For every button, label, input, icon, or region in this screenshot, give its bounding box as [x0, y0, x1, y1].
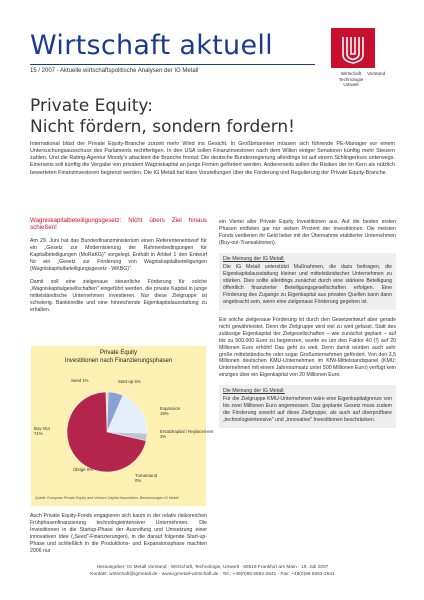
- opinion-box-text: Die IG Metall unterstützt Maßnahmen, die dazu beitragen, die Eigenkapitalausstattung kleiner und mittelständischer Unternehmen zu stärken. Dies sollte allerdings zunächst durch eine stärkere Beteiligung öffentlich finanzierter Beteiligungsgesellschaften erfolgen. Eine Förderung des Zugangs zu Eigenkapital aus privaten Quellen kann dann angebracht sein, wenn eine zielgenaue Förderung gegeben ist.: [223, 263, 392, 305]
- opinion-box-heading: Die Meinung der IG Metall:: [223, 388, 285, 395]
- opinion-box-heading: Die Meinung der IG Metall:: [223, 255, 285, 262]
- chart-source: Quelle: European Private Equity and Venture Capital Association, Berechnungen IG Metall: [35, 496, 179, 500]
- masthead-title: Wirtschaft aktuell: [30, 30, 273, 61]
- pie-label-line: Ersatzkapital / Replacement: [160, 429, 214, 434]
- headline: [30, 96, 295, 139]
- ig-metall-logo-icon: [331, 28, 375, 68]
- footer: [30, 564, 395, 578]
- pie-label-line: 19%: [160, 411, 169, 417]
- pie-label: [71, 378, 88, 383]
- pie-label: [118, 379, 141, 384]
- chart-title-block: [31, 350, 206, 366]
- intro-paragraph: International bläst der Private Equity-Branche zurzeit mehr Wind ins Gesicht. In Großbritannien müssen sich führende PE-Manager vor einem Untersuchungsausschuss des Parlaments rechtfertigen. In den USA sollen Finanzinvestoren nach dem Willen einiger Senatoren künftig mehr Steuern zahlen. Und die Rating-Agentur Moody's attackiert die Branche frontal: Die deutsche Bundesregierung allerdings ist auf einem Schlingerkurs unterwegs. Einerseits soll künftig die Vergabe von privatem Wagniskapital an junge Firmen gefördert werden. Andererseits sollen die Risiken der im Kern als nützlich bewerteten Finanzinvestoren begrenzt werden. Die IG Metall hat klare Vorstellungen über die Förderung und Regulierung der Private Equity-Branche.: [30, 141, 395, 176]
- logo-caption-board: Vorstand: [367, 71, 386, 76]
- logo-caption-line: Umwelt: [343, 82, 359, 88]
- body-paragraph: Damit soll eine zielgenaue steuerliche Förderung für solche „Wagniskapitalgesellschaften" eingeführt werden, die private Kapital in junge mittelständische Unternehmen investieren. Nur diese Zielgruppe ist schwierig. Bankkredite und eine hinreichende Eigenkapitalausstattung zu erhalten.: [30, 278, 207, 313]
- left-column: [30, 217, 207, 320]
- masthead-subtitle: 15 / 2007 - Aktuelle wirtschaftspolitische Analysen der IG Metall: [30, 68, 199, 74]
- logo-caption-line: Technologie: [338, 76, 364, 82]
- opinion-box: [219, 253, 396, 310]
- pie-label-line: Turnaround: [135, 473, 158, 478]
- body-paragraph: Am 29. Juni hat das Bundesfinanzministerium einen Referentenentwurf für ein „Gesetz zur Modernisierung der Rahmenbedingungen für Kapitalbeteiligungen (MoRaKG)" vorgelegt. Enthält in Artikel 1 den Entwurf für ein „Gesetz zur Förderung von Wagniskapitalbeteiligungen (Wagniskapitalbeteiligungsgesetz - WKBG)".: [30, 237, 207, 272]
- chart-subtitle: Investitionen nach Finanzierungsphasen: [64, 357, 173, 364]
- body-paragraph: Ein solche zielgenaue Förderung ist durch den Gesetzentwurf aber gerade nicht gewährleistet. Denn die Zielgruppe wird viel zu weit gefasst. Statt des zulässige Eigenkapital der Zielgesellschaften – wie zunächst geplant – auf bis zu 500.000 Euro zu begrenzen, wurde es um den Faktor 40 (!) auf 20 Millionen Euro erhöht! Das geht zu weit. Denn damit würden auch sehr große mittelständische oder sogar Großunternehmen gefördert. Von den 3,5 Millionen deutschen KMU-Unternehmen im KfW-Mittelstandspanel (KMU: Unternehmen mit einem Jahresumsatz unter 500 Millionen Euro) verfügt kein einziges über ein Eigenkapital von 20 Millionen Euro.: [219, 316, 396, 379]
- masthead-rule: [30, 64, 315, 65]
- body-paragraph: ein Viertel aller Private Equity Investitionen aus. Auf die beiden ersten Phasen entfielen gar nur sieben Prozent der Investitionen. Die meisten Fonds verdienen ihr Geld lieber mit der Übernahme etablierter Unternehmen (Buy-out-Transaktionen).: [219, 219, 396, 246]
- logo-caption-line: Wirtschaft: [340, 71, 362, 76]
- headline-line-1: Private Equity:: [30, 96, 153, 116]
- pie-label: [34, 426, 50, 436]
- opinion-box-text: Für die Zielgruppe KMU-Unternehmen wäre eine Eigenkapitalgrenze von bis zwei Millionen Euro angemessen. Das geplante Gesetz muss zudem die Förderung sowohl auf diese Zielgruppe, als auch auf überprüfbare „technologieintensive" und „innovative" Investitionen beschränken.: [223, 396, 392, 424]
- footer-contact: Kontakt: wirtschaft@igmetall.de · www.igmetall-wirtschaft.de · Tel.: +49(0)69 6693-2641 · Fax: +49(0)69 6693-2641: [90, 572, 335, 578]
- pie-label: [160, 406, 180, 416]
- section-heading: Wagniskapitalbeteiligungsgesetz: Nicht übers Ziel hinaus schießen!: [30, 217, 207, 232]
- chart-title: Private Equity: [99, 350, 138, 356]
- right-column: [219, 219, 396, 435]
- pie-label-line: Buy-Out: [34, 426, 50, 431]
- pie-label: [73, 467, 93, 472]
- headline-line-2: Nicht fördern, sondern fordern!: [30, 117, 295, 138]
- pie-label-line: Start-up 6%: [118, 379, 141, 384]
- left-column-continued: Auch Private Equity-Fonds engagieren sich kaum in der relativ risikoreichen Frühphasenfinanzierung technologieintensiver Unternehmen. Die Investitionen in die Startup-Phase der Ausreifung und Umsetzung einer innovativen Idee („Seed"-Finanzierungen), in die darauf folgende Start-up-Phase und schließlich in die Produktions- und Expansionsphase machten 2006 nur: [30, 513, 207, 554]
- pie-label-line: 3%: [160, 434, 167, 440]
- opinion-box: [219, 385, 396, 428]
- pie-label-line: 0%: [135, 478, 142, 484]
- pie-label-line: Seed 1%: [71, 378, 89, 383]
- pie-chart-svg: [31, 346, 206, 506]
- logo-caption-department: [338, 71, 364, 88]
- ig-metall-logo: [331, 28, 375, 68]
- pie-label-line: Übrige 0%: [73, 467, 94, 472]
- pie-chart: [31, 346, 214, 506]
- pie-label: [160, 429, 214, 439]
- footer-publisher: Herausgeber: IG Metall Vorstand · Wirtschaft, Technologie, Umwelt · 60519 Frankfurt am Main · 19. Juli 2007: [96, 565, 329, 570]
- pie-label-line: 71%: [34, 431, 43, 437]
- pie-label: [135, 473, 157, 483]
- pie-label-line: Expansion: [160, 406, 181, 411]
